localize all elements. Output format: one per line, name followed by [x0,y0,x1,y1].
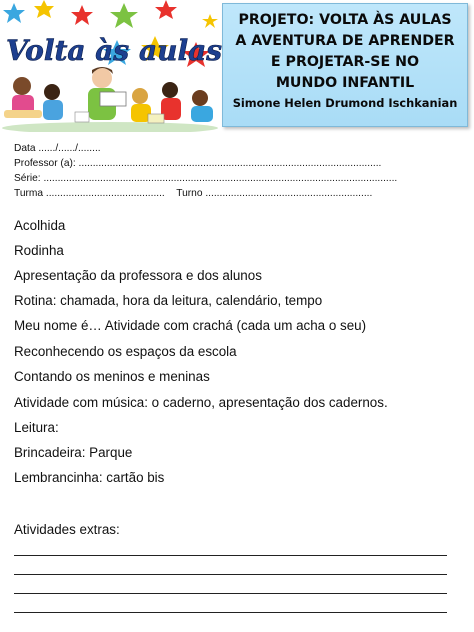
activity-item: Brincadeira: Parque [14,445,133,460]
activity-item: Acolhida [14,218,66,233]
star-icon [71,5,93,25]
project-title-line: PROJETO: VOLTA ÀS AULAS [238,12,452,28]
logo-text: Volta às aulas [6,34,222,67]
activity-item: Leitura: [14,420,59,435]
activity-item: Reconhecendo os espaços da escola [14,344,237,359]
date-field[interactable]: Data ....../....../........ [14,143,101,154]
star-icon [34,0,54,18]
extras-writing-line[interactable] [14,555,447,556]
activity-item: Apresentação da professora e dos alunos [14,268,262,283]
extras-writing-line[interactable] [14,593,447,594]
project-title-line: A AVENTURA DE APRENDER [235,33,455,49]
class-field[interactable]: Turma .......................................... [14,188,165,199]
student-form [14,141,459,201]
star-icon [202,14,218,28]
children-reading-illustration [2,67,218,132]
extras-label: Atividades extras: [14,522,120,537]
extras-writing-line[interactable] [14,574,447,575]
star-icon [155,0,177,19]
shift-field[interactable]: Turno ........................................................... [176,188,373,199]
star-icon [3,3,25,23]
activity-item: Lembrancinha: cartão bis [14,470,165,485]
grade-field[interactable]: Série: ............................................................................................................................. [14,173,398,184]
project-title-line: MUNDO INFANTIL [275,75,415,91]
activity-item: Contando os meninos e meninas [14,369,210,384]
author-name: Simone Helen Drumond Ischkanian [232,96,458,110]
extras-writing-line[interactable] [14,612,447,613]
project-title-box [222,3,468,127]
activity-item: Rotina: chamada, hora da leitura, calendário, tempo [14,293,323,308]
star-icon [110,3,138,28]
class-shift-row [14,186,459,201]
activity-item: Rodinha [14,243,64,258]
header-illustration [0,0,222,132]
activity-item: Meu nome é… Atividade com crachá (cada um acha o seu) [14,318,367,333]
project-title-line: E PROJETAR-SE NO [270,54,420,70]
teacher-field[interactable]: Professor (a): ........................................................................................................... [14,158,382,169]
activity-item: Atividade com música: o caderno, apresentação dos cadernos. [14,395,388,410]
